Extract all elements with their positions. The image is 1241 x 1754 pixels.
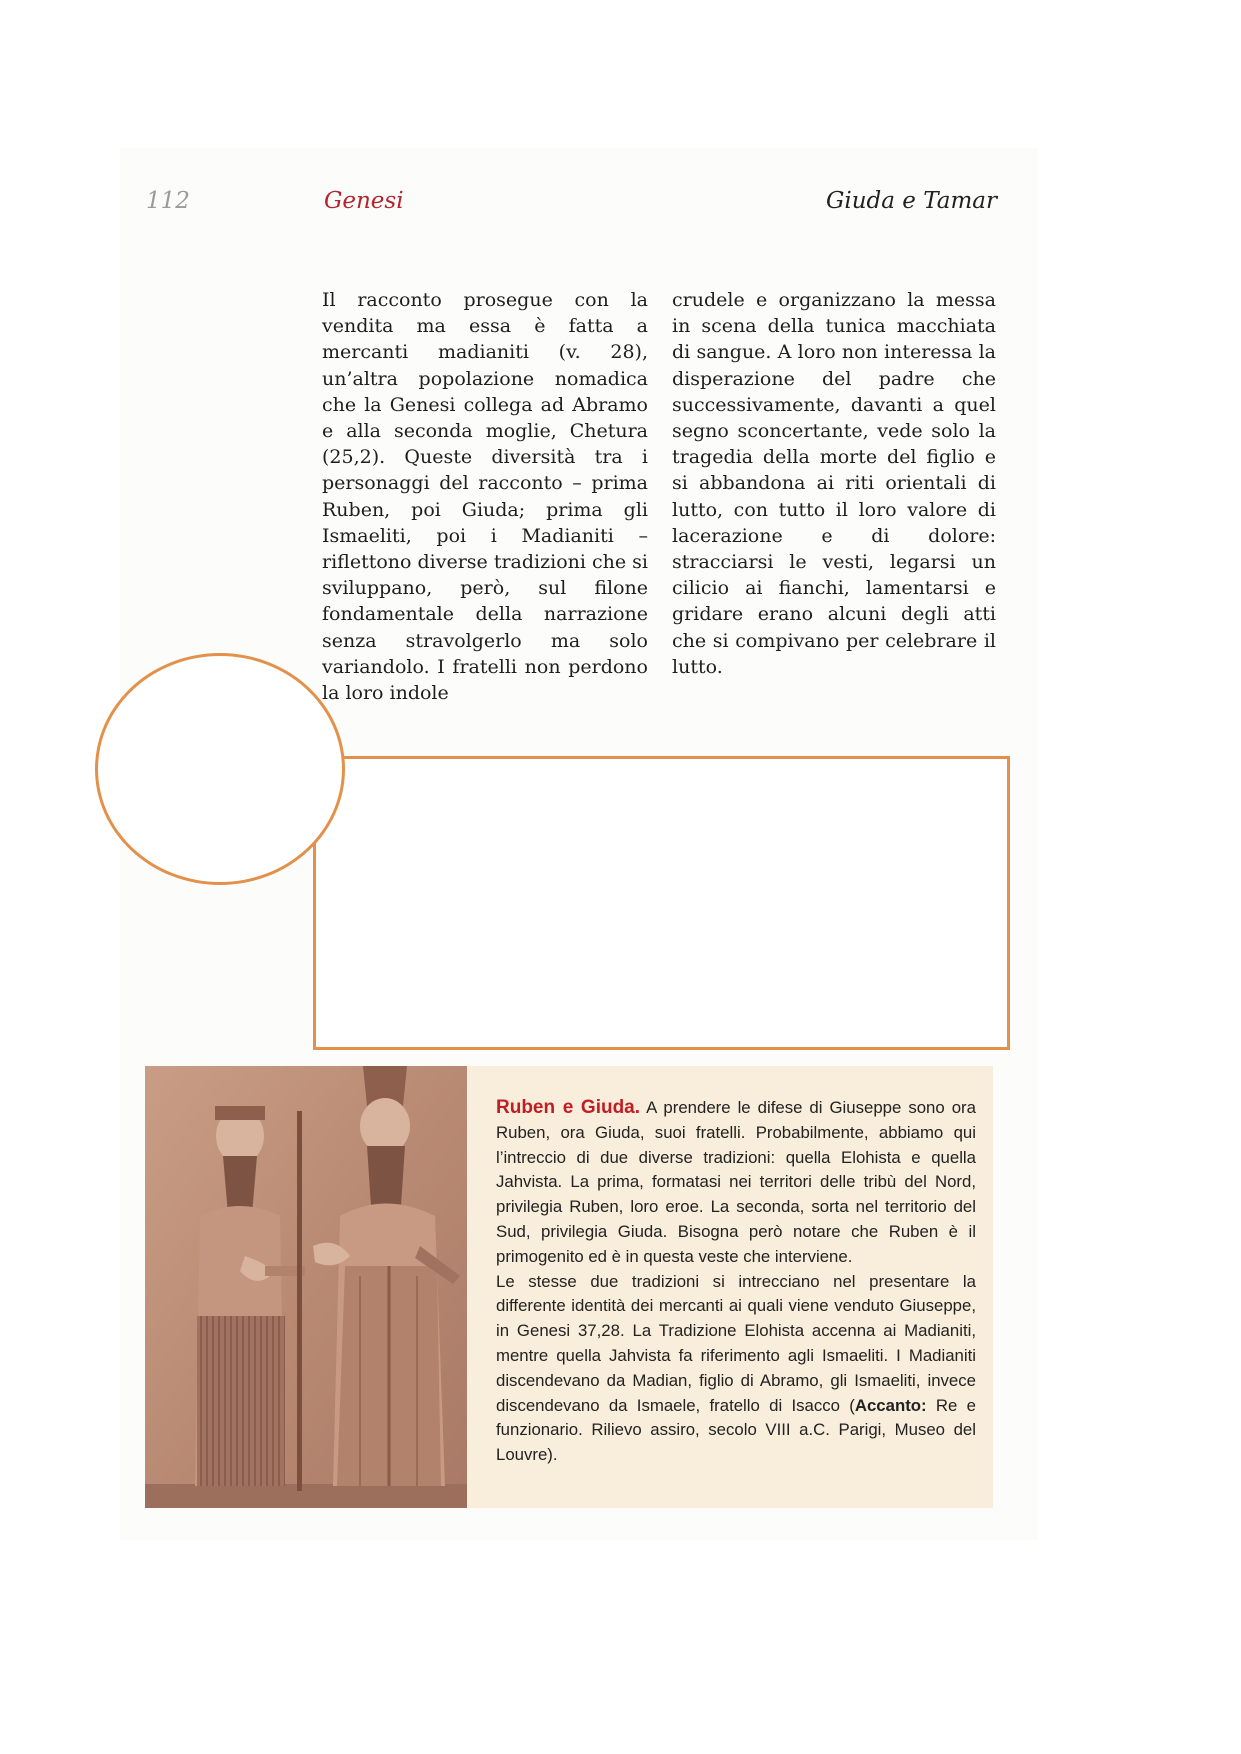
page-number: 112	[146, 188, 190, 214]
book-title: Genesi	[324, 188, 404, 214]
sidebar-box	[145, 1066, 993, 1508]
image-caption-label: Accanto:	[854, 1395, 927, 1415]
image-caption-text: Re e funzionario. Rilievo assiro, secolo VIII a.C. Parigi, Museo del Louvre).	[496, 1395, 976, 1465]
assyrian-relief-image	[145, 1066, 467, 1508]
sidebar-paragraph-1: A prendere le difese di Giuseppe sono ora Ruben, ora Giuda, suoi fratelli. Probabilmente, abbiamo qui l’intreccio di due diverse tradizioni: quella Elohista e quella Jahvista. La prima, formatasi nei territori delle tribù del Nord, privilegia Ruben, loro eroe. La seconda, sorta nel territorio del Sud, privilegia Giuda. Bisogna però notare che Ruben è il primogenito ed è in questa veste che interviene.	[496, 1098, 976, 1266]
sidebar-text	[496, 1096, 976, 1468]
annotation-circle	[95, 653, 345, 885]
annotation-rectangle	[313, 756, 1010, 1050]
body-column-left: Il racconto prosegue con la vendita ma essa è fatta a mercanti madianiti (v. 28), un’altra popolazione nomadica che la Genesi collega ad Abramo e alla seconda moglie, Chetura (25,2). Queste diversità tra i personaggi del racconto – prima Ruben, poi Giuda; prima gli Ismaeliti, poi i Madianiti – riflettono diverse tradizioni che si sviluppano, però, sul filone fondamentale della narrazione senza stravolgerlo ma solo variandolo. I fratelli non perdono la loro indole	[322, 289, 648, 705]
body-column-right: crudele e organizzano la messa in scena della tunica macchiata di sangue. A loro non interessa la disperazione del padre che successivamente, davanti a quel segno sconcertante, vede solo la tragedia della morte del figlio e si abbandona ai riti orientali di lutto, con tutto il loro valore di lacerazione e di dolore: stracciarsi le vesti, legarsi un cilicio ai fianchi, lamentarsi e gridare erano alcuni degli atti che si compivano per celebrare il lutto.	[672, 289, 996, 678]
sidebar-paragraph-2: Le stesse due tradizioni si intrecciano nel presentare la differente identità dei mercanti ai quali viene venduto Giuseppe, in Genesi 37,28. La Tradizione Elohista accenna ai Madianiti, mentre quella Jahvista fa riferimento agli Ismaeliti. I Madianiti discendevano da Madian, figlio di Abramo, gli Ismaeliti, invece discendevano da Ismaele, fratello di Isacco (	[496, 1271, 976, 1415]
sidebar-heading: Ruben e Giuda.	[496, 1097, 641, 1118]
section-title: Giuda e Tamar	[826, 188, 997, 214]
